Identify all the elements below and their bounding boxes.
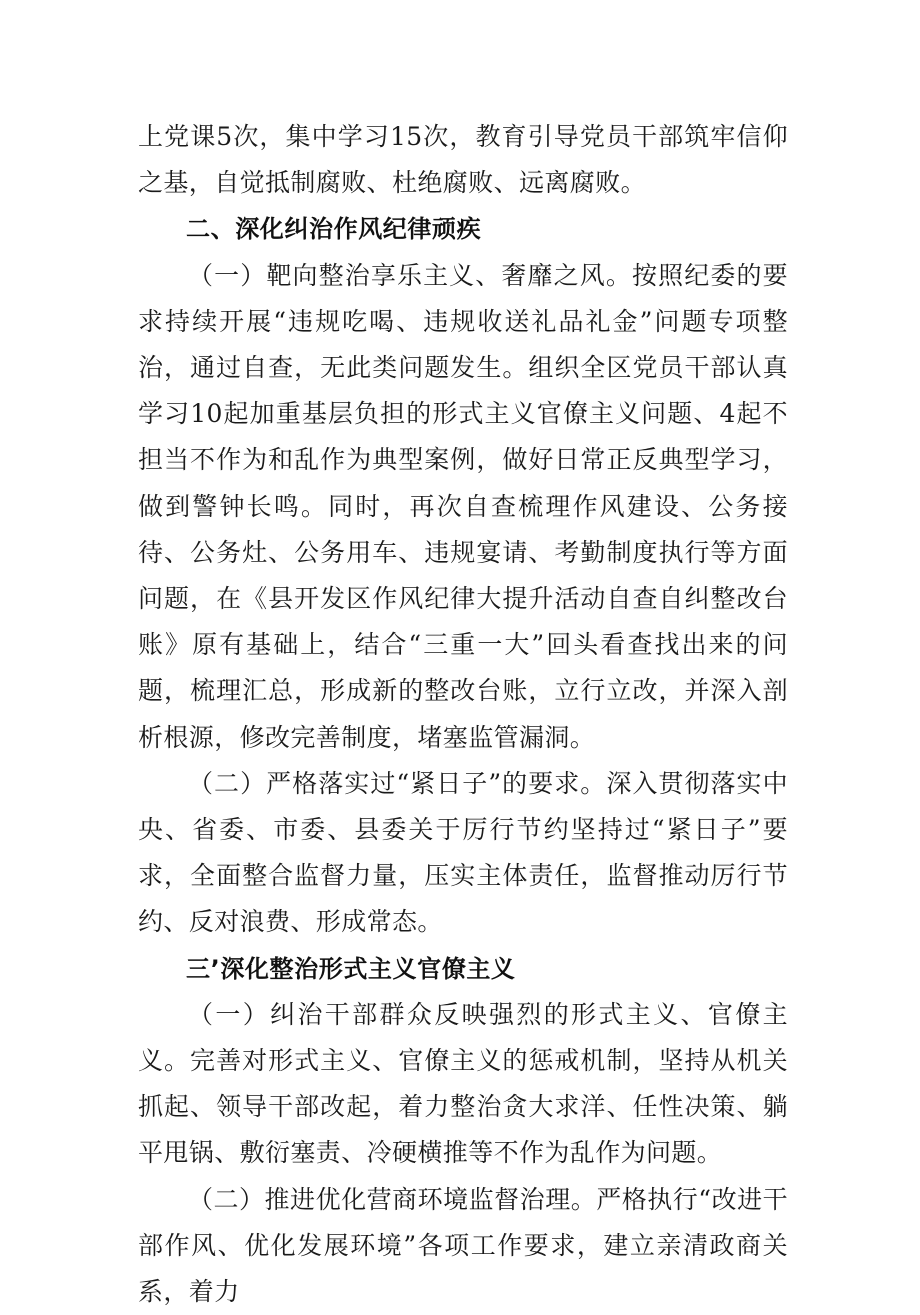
paragraph-2-1: （一）靶向整治享乐主义、奢靡之风。按照纪委的要求持续开展“违规吃喝、违规收送礼品礼金”问题专项整治，通过自查，无此类问题发生。组织全区党员干部认真学习10起加重基层负担的形式主义官僚主义问题、4起不担当不作为和乱作为典型案例，做好日常正反典型学习，做到警钟长鸣。同时，再次自查梳理作风建设、公务接待、公务灶、公务用车、违规宴请、考勤制度执行等方面问题，在《县开发区作风纪律大提升活动自查自纠整改台账》原有基础上，结合“三重一大”回头看查找出来的问题，梳理汇总，形成新的整改台账，立行立改，并深入剖析根源，修改完善制度，堵塞监管漏洞。 bbox=[138, 260, 788, 752]
paragraph-2-2: （二）严格落实过“紧日子”的要求。深入贯彻落实中央、省委、市委、县委关于厉行节约坚持过“紧日子”要求，全面整合监督力量，压实主体责任，监督推动厉行节约、反对浪费、形成常态。 bbox=[138, 768, 788, 937]
paragraph-3-2: （二）推进优化营商环境监督治理。严格执行“改进干部作风、优化发展环境”各项工作要求，建立亲清政商关系，着力 bbox=[138, 1184, 788, 1307]
paragraph-continued: 上党课5次，集中学习15次，教育引导党员干部筑牢信仰之基，自觉抵制腐败、杜绝腐败、远离腐败。 bbox=[138, 122, 788, 198]
section-heading-3: 三’深化整治形式主义官僚主义 bbox=[186, 954, 516, 983]
section-heading-2: 二、深化纠治作风纪律顽疾 bbox=[186, 215, 482, 244]
paragraph-3-1: （一）纠治干部群众反映强烈的形式主义、官僚主义。完善对形式主义、官僚主义的惩戒机制，坚持从机关抓起、领导干部改起，着力整治贪大求洋、任性决策、躺平甩锅、敷衍塞责、冷硬横推等不作为乱作为问题。 bbox=[138, 999, 788, 1168]
document-body bbox=[138, 114, 788, 1315]
